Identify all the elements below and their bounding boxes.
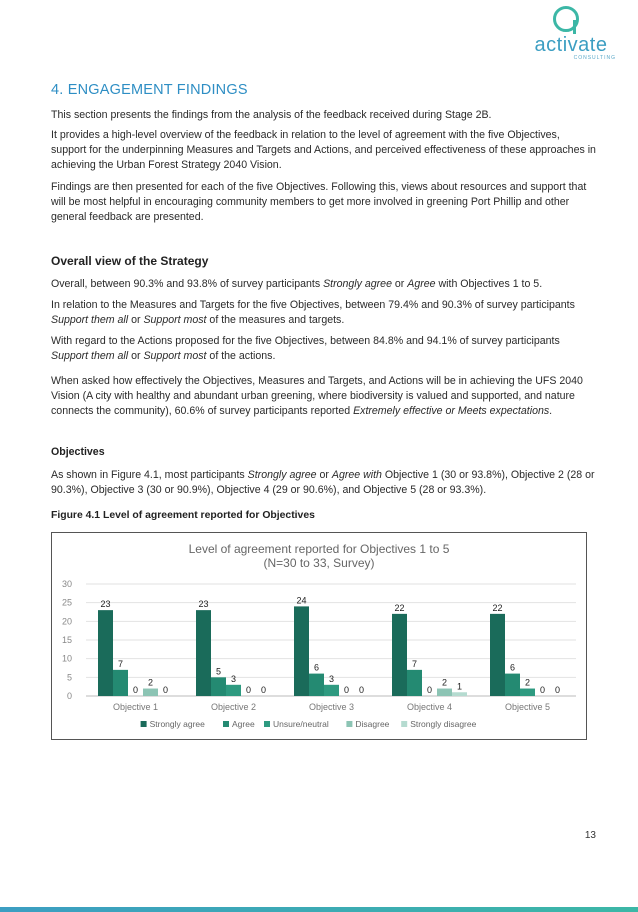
overall-paragraph-3: With regard to the Actions proposed for the five Objectives, between 84.8% and 94.1% of survey participants Support them all or Support most of the actions. [51,335,560,363]
legend-swatch [264,721,270,727]
legend-entry: Unsure/neutral [273,719,329,729]
objectives-paragraph: As shown in Figure 4.1, most participants Strongly agree or Agree with Objective 1 (30 or 93.8%), Objective 2 (28 or 90.3%), Objective 3 (30 or 90.9%), Objective 4 (29 or 90.6%), and Objective 5 (28 or 93.3%). [51,469,595,497]
data-label: 22 [492,602,503,613]
x-tick-label: Objective 5 [504,702,551,712]
legend-entry: Disagree [355,719,390,729]
bar [407,670,422,696]
page-number: 13 [584,830,596,841]
intro-paragraph-2: It provides a high-level overview of the feedback in relation to the level of agreement with the five Objectives, support for the underpinning Measures and Targets and Actions, and perceived effectiveness of these approaches in achieving the Urban Forest Strategy 2040 Vision. [51,129,596,172]
intro-paragraph-1: This section presents the findings from the analysis of the feedback received during Stage 2B. [51,109,492,121]
bar [113,670,128,696]
data-label: 3 [230,673,237,684]
y-tick-label: 25 [61,597,72,608]
legend-entry: Agree [232,719,255,729]
data-label: 23 [100,599,111,610]
data-label: 7 [117,658,124,669]
data-label: 24 [296,595,307,606]
data-label: 0 [260,685,267,695]
agreement-chart-svg [52,533,586,739]
y-tick-label: 5 [66,672,72,683]
legend-swatch [346,721,352,727]
data-label: 0 [358,685,365,695]
bar [520,689,535,696]
y-tick-label: 15 [61,635,72,645]
objectives-heading: Objectives [51,446,105,458]
legend-entry: Strongly disagree [410,719,477,729]
activate-consulting-logo [526,6,616,62]
x-tick-label: Objective 1 [112,702,159,712]
data-label: 22 [394,602,405,613]
y-tick-label: 30 [61,579,72,589]
bar [490,614,505,696]
bar [211,677,226,696]
bar [226,685,241,696]
overall-view-heading: Overall view of the Strategy [51,254,209,268]
x-tick-label: Objective 2 [210,702,257,712]
x-tick-label: Objective 4 [406,702,453,712]
chart-title: Level of agreement reported for Objectives 1 to 5 [188,542,450,556]
data-label: 0 [554,685,561,695]
data-label: 0 [343,685,350,695]
data-label: 0 [539,685,546,695]
data-label: 0 [162,685,169,695]
data-label: 6 [313,662,320,673]
bar [98,610,113,696]
footer-bar [0,907,638,912]
data-label: 1 [456,681,463,692]
data-label: 0 [132,685,139,695]
data-label: 7 [411,658,418,669]
bar [294,606,309,696]
data-label: 3 [328,673,335,684]
y-tick-label: 10 [61,653,72,664]
overall-paragraph-2: In relation to the Measures and Targets for the five Objectives, between 79.4% and 90.3% of survey participants Support them all or Support most of the measures and targets. [51,299,575,327]
logo-word: activate [534,34,608,56]
section-heading: 4. ENGAGEMENT FINDINGS [51,82,248,98]
y-tick-label: 20 [61,616,72,627]
legend-entry: Strongly agree [149,719,205,729]
data-label: 0 [245,685,252,695]
bar [505,674,520,696]
bar [309,674,324,696]
intro-paragraph-3: Findings are then presented for each of the five Objectives. Following this, views about resources and support that will be most helpful in encouraging community members to get more involved in greening Port Phillip and other general feedback are presented. [51,181,587,224]
legend-swatch [401,721,407,727]
bar [143,689,158,696]
figure-caption: Figure 4.1 Level of agreement reported for Objectives [51,510,315,521]
chart-subtitle: (N=30 to 33, Survey) [263,556,375,570]
legend-swatch [223,721,229,727]
bar [324,685,339,696]
data-label: 5 [215,666,222,677]
data-label: 6 [509,662,516,673]
legend-swatch [141,721,147,727]
agreement-chart [51,532,587,740]
logo-subtitle: CONSULTING [573,55,616,61]
data-label: 2 [441,677,448,688]
bar [392,614,407,696]
bar [437,689,452,696]
data-label: 0 [426,685,433,695]
data-label: 23 [198,599,209,610]
bar [452,692,467,696]
overall-paragraph-1: Overall, between 90.3% and 93.8% of survey participants Strongly agree or Agree with Objectives 1 to 5. [51,278,543,290]
bar [196,610,211,696]
data-label: 2 [524,677,531,688]
x-tick-label: Objective 3 [308,702,355,712]
y-tick-label: 0 [66,691,72,701]
data-label: 2 [147,677,154,688]
logo-tail-icon [573,20,576,34]
overall-paragraph-4: When asked how effectively the Objectives, Measures and Targets, and Actions will be in achieving the UFS 2040 Vision (A city with healthy and abundant urban greening, where biodiversity is valued and supported, and nature connects the community), 60.6% of survey participants reported Extremely effective or Meets expectations. [51,375,583,418]
